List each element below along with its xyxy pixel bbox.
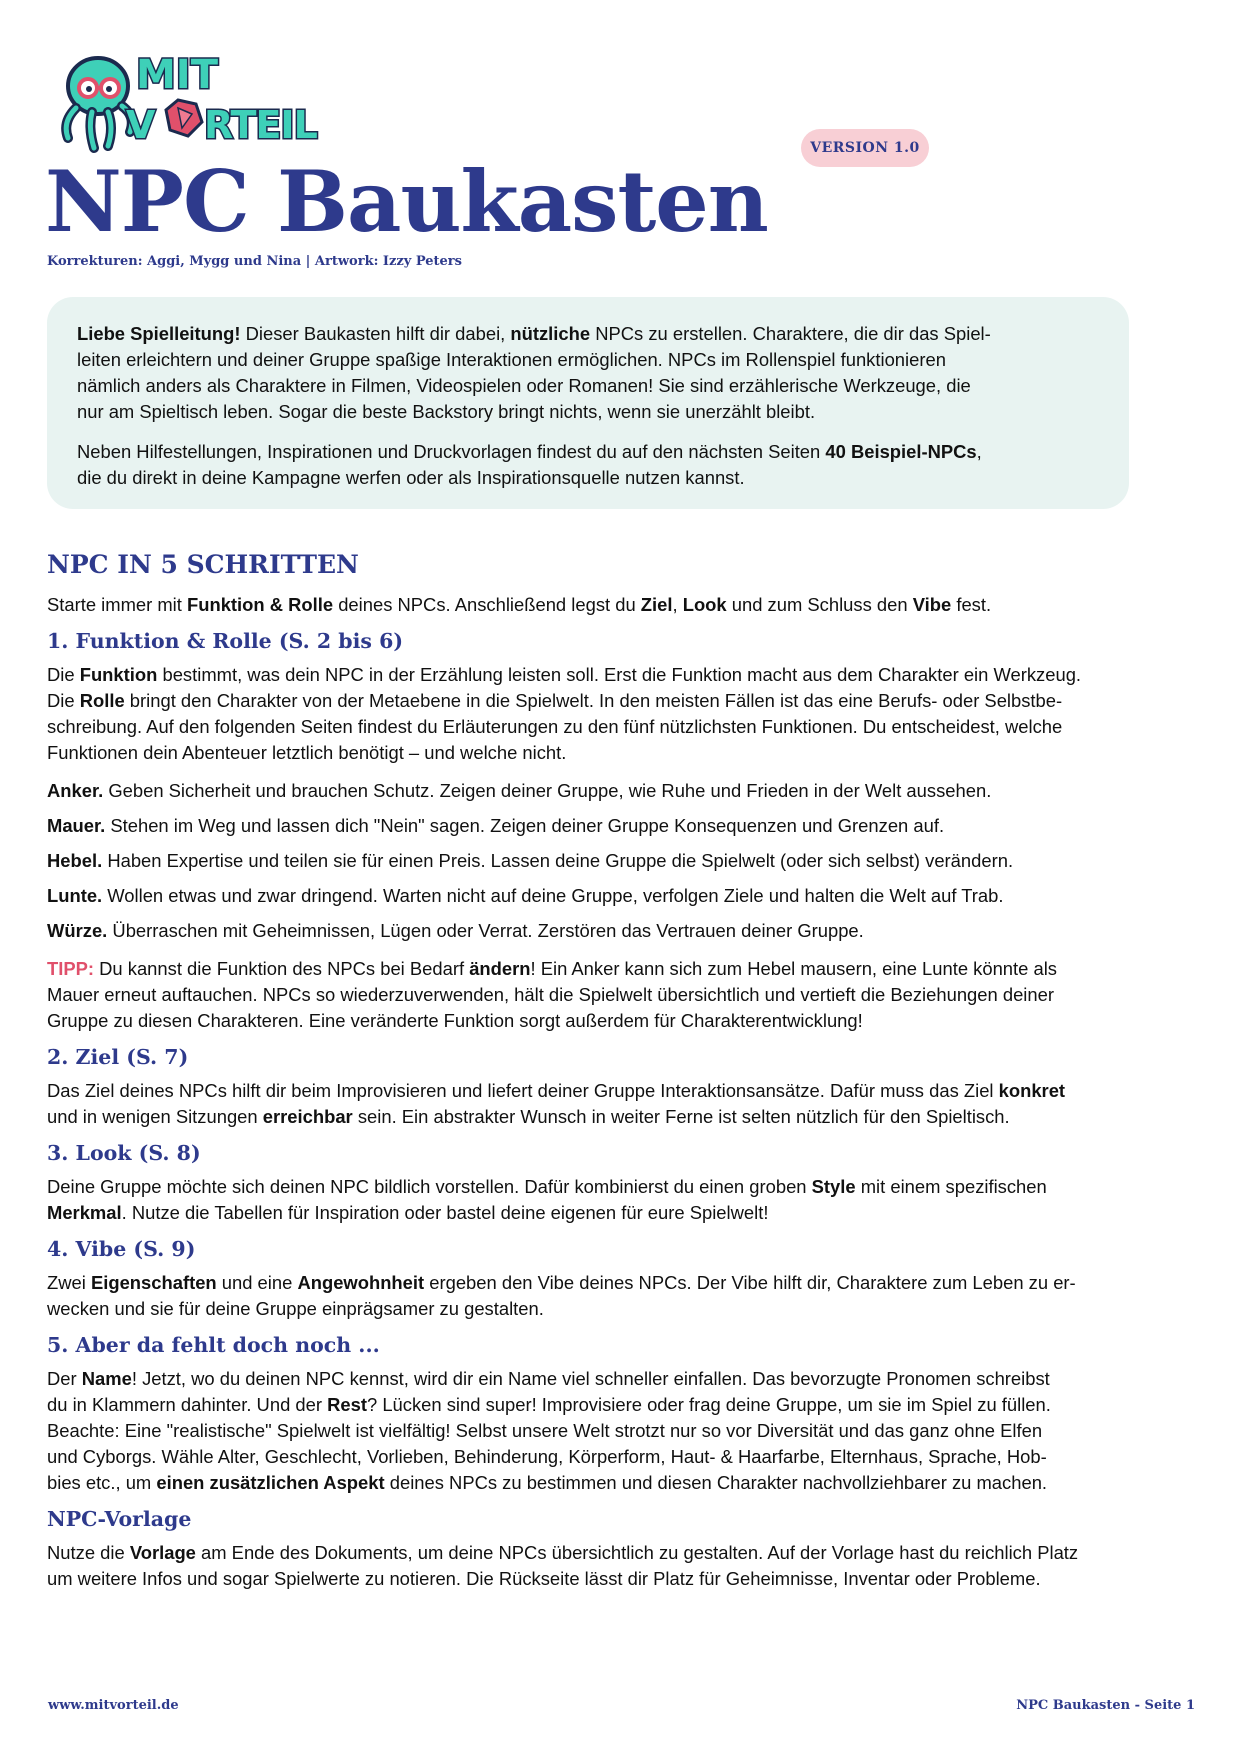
vorlage-heading: NPC-Vorlage — [47, 1507, 192, 1531]
text-run: ! Ein Anker kann sich zum Hebel mausern, eine Lunte könnte als Mauer erneut auftauchen. NPCs so wiederzuverwenden, hält die Spielwelt übersichtlich und vertieft die Beziehungen deiner Gruppe zu diesen Charakteren. Eine veränderte Funktion sorgt außerdem für Charakterentwicklung! — [47, 958, 1057, 1031]
text-run: sein. Ein abstrakter Wunsch in weiter Ferne ist selten nützlich für den Spieltisch. — [352, 1106, 1010, 1127]
text-run: Zwei — [47, 1272, 91, 1293]
step2-body — [47, 1078, 1197, 1130]
text-run: Das Ziel deines NPCs hilft dir beim Improvisieren und liefert deiner Gruppe Interaktionsansätze. Dafür muss das Ziel — [47, 1080, 999, 1101]
section-heading-steps: NPC IN 5 SCHRITTEN — [47, 550, 359, 579]
text-run: Neben Hilfestellungen, Inspirationen und Druckvorlagen findest du auf den nächsten Seiten — [77, 441, 826, 462]
function-name: Anker. — [47, 780, 104, 801]
credits-line: Korrekturen: Aggi, Mygg und Nina | Artwork: Izzy Peters — [47, 254, 462, 269]
tip-label: TIPP: — [47, 958, 95, 979]
bold-text: ändern — [469, 958, 531, 979]
bold-text: Look — [682, 594, 727, 615]
bold-text: einen zusätzlichen Aspekt — [156, 1472, 385, 1493]
text-run: ? Lücken sind super! Improvisiere oder frag deine Gruppe, um sie im Spiel zu füllen. Beachte: Eine "realistische" Spielwelt ist vielfältig! Selbst unsere Welt strotzt nur so vor Diversität und das ganz ohne Elfen und Cyborgs. Wähle Alter, Geschlecht, Vorlieben, Behinderung, Körperform, Haut- & Haarfarbe, Elternhaus, Sprache, Hob- bies etc., um — [47, 1394, 1051, 1493]
text-run: , — [672, 594, 683, 615]
function-name: Hebel. — [47, 850, 103, 871]
step2-heading: 2. Ziel (S. 7) — [47, 1045, 189, 1069]
bold-text: Style — [811, 1176, 856, 1197]
mitvorteil-logo — [46, 44, 346, 164]
text-run: ! Jetzt, wo du deinen NPC kennst, wird dir ein Name viel schneller einfallen. Das bevorzugte Pronomen schreibst du in Klammern dahinter. Und der — [47, 1368, 1050, 1415]
function-list — [47, 778, 1197, 944]
step4-body — [47, 1270, 1197, 1322]
text-run: und zum Schluss den — [726, 594, 913, 615]
svg-text:RTEIL: RTEIL — [204, 103, 317, 147]
text-run: Deine Gruppe möchte sich deinen NPC bildlich vorstellen. Dafür kombinierst du einen groben — [47, 1176, 812, 1197]
text-run: Nutze die — [47, 1542, 130, 1563]
function-item — [47, 883, 1197, 909]
main-content — [47, 548, 1197, 1592]
intro-paragraph-1 — [77, 321, 1099, 425]
function-name: Mauer. — [47, 815, 106, 836]
function-item — [47, 778, 1197, 804]
svg-text:MIT: MIT — [136, 52, 218, 98]
text-run: am Ende des Dokuments, um deine NPCs übersichtlich zu gestalten. Auf der Vorlage hast du reichlich Platz um weitere Infos und sogar Spielwerte zu notieren. Die Rückseite lässt dir Platz für Geheimnisse, Inventar oder Probleme. — [47, 1542, 1079, 1589]
step3-heading: 3. Look (S. 8) — [47, 1141, 201, 1165]
text-run: bestimmt, was dein NPC in der Erzählung leisten soll. Erst die Funktion macht aus dem Charakter ein Werkzeug. Die — [47, 664, 1082, 711]
text-run: und in wenigen Sitzungen — [47, 1106, 263, 1127]
text-run: fest. — [951, 594, 992, 615]
intro-box — [47, 297, 1129, 509]
text-run: Du kannst die Funktion des NPCs bei Bedarf — [94, 958, 470, 979]
bold-text: Name — [81, 1368, 132, 1389]
step3-body — [47, 1174, 1197, 1226]
bold-text: konkret — [998, 1080, 1066, 1101]
bold-text: Merkmal — [47, 1202, 122, 1223]
function-text: Stehen im Weg und lassen dich "Nein" sagen. Zeigen deiner Gruppe Konsequenzen und Grenzen auf. — [105, 815, 945, 836]
text-run: deines NPCs. Anschließend legst du — [333, 594, 641, 615]
bold-text: Eigenschaften — [90, 1272, 217, 1293]
bold-text: Ziel — [640, 594, 673, 615]
bold-text: Liebe Spielleitung! — [77, 323, 241, 344]
function-text: Geben Sicherheit und brauchen Schutz. Zeigen deiner Gruppe, wie Ruhe und Frieden in der Welt aussehen. — [103, 780, 992, 801]
bold-text: 40 Beispiel-NPCs — [825, 441, 977, 462]
text-run: Starte immer mit — [47, 594, 187, 615]
text-run: Dieser Baukasten hilft dir dabei, — [240, 323, 511, 344]
step1-body — [47, 662, 1197, 766]
bold-text: Funktion — [79, 664, 158, 685]
bold-text: Vorlage — [129, 1542, 196, 1563]
bold-text: nützliche — [510, 323, 591, 344]
text-run: und eine — [216, 1272, 298, 1293]
function-name: Würze. — [47, 920, 108, 941]
bold-text: Rolle — [79, 690, 125, 711]
vorlage-body — [47, 1540, 1197, 1592]
function-item — [47, 813, 1197, 839]
text-run: Der — [47, 1368, 82, 1389]
text-run: bringt den Charakter von der Metaebene in die Spielwelt. In den meisten Fällen ist das eine Berufs- oder Selbstbe- schreibung. Auf den folgenden Seiten findest du Erläuterungen zu den fünf nützlichsten Funktionen. Du entscheidest, welche Funktionen dein Abenteuer letztlich benötigt – und welche nicht. — [47, 690, 1063, 763]
text-run: Die — [47, 664, 80, 685]
function-name: Lunte. — [47, 885, 103, 906]
text-run: mit einem spezifischen — [855, 1176, 1047, 1197]
text-run: . Nutze die Tabellen für Inspiration oder bastel deine eigenen für eure Spielwelt! — [121, 1202, 769, 1223]
function-text: Überraschen mit Geheimnissen, Lügen oder Verrat. Zerstören das Vertrauen deiner Gruppe. — [107, 920, 864, 941]
tip-paragraph — [47, 956, 1197, 1034]
step4-heading: 4. Vibe (S. 9) — [47, 1237, 196, 1261]
function-text: Haben Expertise und teilen sie für einen Preis. Lassen deine Gruppe die Spielwelt (oder sich selbst) verändern. — [102, 850, 1014, 871]
bold-text: Vibe — [912, 594, 952, 615]
bold-text: erreichbar — [262, 1106, 353, 1127]
footer-website-link[interactable]: www.mitvorteil.de — [48, 1698, 179, 1713]
bold-text: Angewohnheit — [297, 1272, 425, 1293]
page-title: NPC Baukasten — [45, 152, 768, 251]
function-item — [47, 848, 1197, 874]
octopus-logo-icon — [46, 44, 346, 164]
footer-page-label: NPC Baukasten - Seite 1 — [1016, 1698, 1195, 1713]
function-item — [47, 918, 1197, 944]
version-badge: VERSION 1.0 — [801, 129, 929, 167]
function-text: Wollen etwas und zwar dringend. Warten nicht auf deine Gruppe, verfolgen Ziele und halten die Welt auf Trab. — [102, 885, 1004, 906]
text-run: NPCs zu erstellen. Charaktere, die dir das Spiel- leiten erleichtern und deiner Gruppe spaßige Interaktionen ermöglichen. NPCs im Rollenspiel funktionieren nämlich anders als Charaktere in Filmen, Videospielen oder Romanen! Sie sind erzählerische Werkzeuge, die nur am Spieltisch leben. Sogar die beste Backstory bringt nichts, wenn sie unerzählt bleibt. — [77, 323, 991, 422]
intro-paragraph-2 — [77, 439, 1099, 491]
bold-text: Rest — [327, 1394, 367, 1415]
lead-paragraph — [47, 592, 1197, 618]
step5-body — [47, 1366, 1197, 1496]
text-run: , die du direkt in deine Kampagne werfen oder als Inspirationsquelle nutzen kannst. — [77, 441, 982, 488]
step5-heading: 5. Aber da fehlt doch noch ... — [47, 1333, 380, 1357]
text-run: ergeben den Vibe deines NPCs. Der Vibe hilft dir, Charaktere zum Leben zu er- wecken und sie für deine Gruppe einprägsamer zu gestalten. — [47, 1272, 1076, 1319]
bold-text: Funktion & Rolle — [187, 594, 334, 615]
text-run: deines NPCs zu bestimmen und diesen Charakter nachvollziehbarer zu machen. — [384, 1472, 1048, 1493]
svg-text:V: V — [126, 103, 155, 147]
step1-heading: 1. Funktion & Rolle (S. 2 bis 6) — [47, 629, 404, 653]
tip-text — [47, 958, 1057, 1031]
